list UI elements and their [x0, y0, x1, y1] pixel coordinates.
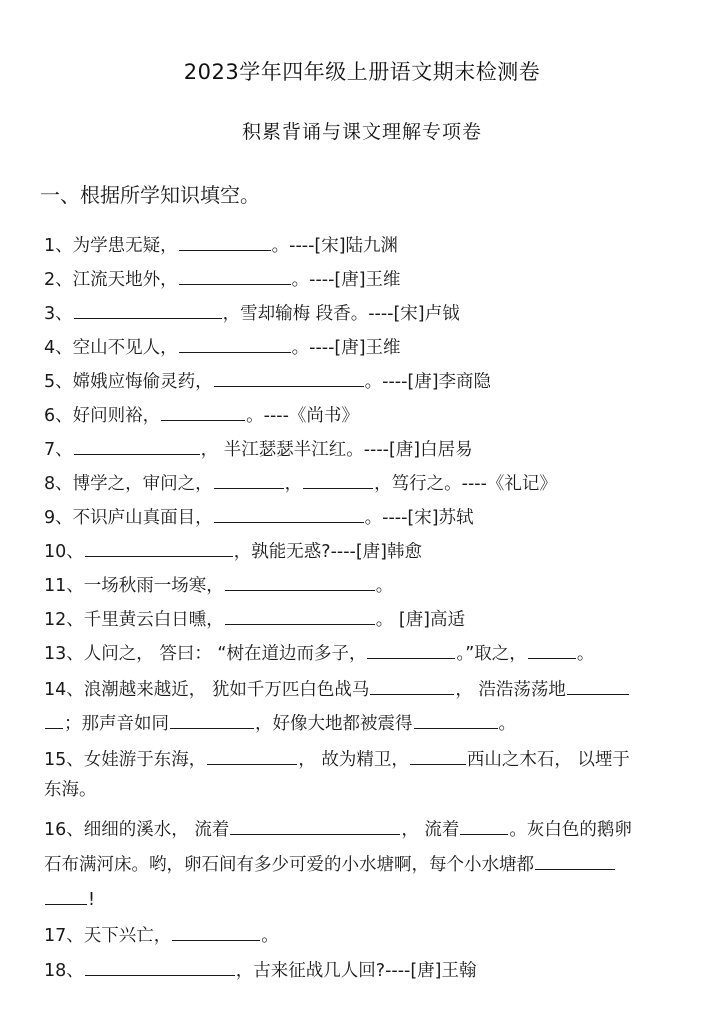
question-number: 6、 — [44, 406, 73, 426]
question-number: 3、 — [44, 304, 73, 324]
question-text: 女娃游于东海， — [83, 750, 207, 770]
answer-blank[interactable] — [370, 674, 454, 695]
question-17 — [44, 920, 279, 944]
section-heading: 一、根据所学知识填空。 — [40, 183, 260, 207]
question-number: 13、 — [44, 644, 84, 664]
page-title: 2023学年四年级上册语文期末检测卷 — [183, 60, 541, 84]
question-6 — [44, 400, 359, 424]
answer-blank[interactable] — [74, 298, 222, 319]
answer-blank[interactable] — [74, 434, 200, 455]
answer-blank[interactable] — [535, 849, 615, 870]
answer-blank[interactable] — [85, 536, 233, 557]
question-16-continued — [44, 849, 616, 873]
question-12 — [44, 604, 465, 628]
question-text: ，古来征战几人回?----[唐]王翰 — [235, 961, 477, 981]
question-2 — [44, 264, 401, 288]
question-number: 5、 — [44, 372, 73, 392]
question-text: 石布满河床。哟，卵石间有多少可爱的小水塘啊，每个小水塘都 — [44, 855, 534, 875]
answer-blank[interactable] — [214, 468, 284, 489]
answer-blank[interactable] — [161, 400, 245, 421]
question-text: 。 — [498, 714, 516, 734]
question-1 — [44, 230, 398, 254]
answer-blank[interactable] — [45, 884, 87, 905]
answer-blank[interactable] — [214, 502, 364, 523]
question-text: 一场秋雨一场寒， — [83, 576, 224, 596]
page-subtitle: 积累背诵与课文理解专项卷 — [241, 121, 482, 143]
question-text: 。 — [576, 644, 595, 664]
question-text: 。----[唐]王维 — [291, 270, 401, 290]
question-number: 18、 — [44, 961, 84, 981]
question-text: ， — [284, 474, 303, 494]
answer-blank[interactable] — [170, 708, 254, 729]
question-10 — [44, 536, 422, 560]
question-text: 不识庐山真面目， — [72, 508, 213, 528]
answer-blank[interactable] — [225, 570, 375, 591]
question-text: 。----[宋]苏轼 — [364, 508, 474, 528]
question-number: 1、 — [44, 236, 73, 256]
question-number: 2、 — [44, 270, 73, 290]
question-18 — [44, 955, 476, 979]
question-text: 浪潮越来越近， 犹如千万匹白色战马 — [83, 680, 370, 700]
question-text: 西山之木石， 以堙于 — [466, 750, 630, 770]
question-text: ，好像大地都被震得 — [255, 714, 413, 734]
question-text: 。 — [261, 926, 279, 946]
answer-blank[interactable] — [230, 814, 400, 835]
question-text: ， 流着 — [401, 820, 460, 840]
question-text: 博学之，审问之， — [72, 474, 213, 494]
question-text: ，孰能无惑?----[唐]韩愈 — [233, 542, 422, 562]
question-8 — [44, 468, 557, 492]
answer-blank[interactable] — [567, 674, 629, 695]
question-text: 。----[唐]李商隐 — [364, 372, 492, 392]
question-text: ， 故为精卫， — [298, 750, 409, 770]
question-number: 4、 — [44, 338, 73, 358]
question-text: 东海。 — [44, 780, 97, 800]
question-text: 天下兴亡， — [83, 926, 172, 946]
question-text: ，雪却输梅 段香。----[宋]卢钺 — [222, 304, 460, 324]
question-9 — [44, 502, 474, 526]
answer-blank[interactable] — [303, 468, 373, 489]
question-16 — [44, 814, 632, 838]
question-text: 。----《尚书》 — [246, 406, 359, 426]
question-7 — [44, 434, 473, 458]
answer-blank[interactable] — [367, 638, 455, 659]
question-11 — [44, 570, 393, 594]
question-14 — [44, 674, 630, 698]
question-3 — [44, 298, 460, 322]
question-number: 12、 — [44, 610, 84, 630]
question-14-continued — [44, 708, 516, 732]
question-number: 10、 — [44, 542, 84, 562]
question-text: 空山不见人， — [72, 338, 178, 358]
answer-blank[interactable] — [460, 814, 508, 835]
answer-blank[interactable] — [214, 366, 364, 387]
question-text: 。灰白色的鹅卵 — [509, 820, 632, 840]
answer-blank[interactable] — [179, 264, 291, 285]
question-text: 好问则裕， — [72, 406, 161, 426]
answer-blank[interactable] — [85, 955, 235, 976]
question-text: 。----[唐]王维 — [291, 338, 401, 358]
question-text: 。 — [375, 576, 394, 596]
question-text: ! — [88, 890, 96, 910]
question-text: 细细的溪水， 流着 — [83, 820, 230, 840]
question-text: 人问之， 答曰： “树在道边而多子， — [83, 644, 367, 664]
question-number: 15、 — [44, 750, 84, 770]
question-text: 为学患无疑， — [72, 236, 178, 256]
answer-blank[interactable] — [179, 332, 291, 353]
question-text: 江流天地外， — [72, 270, 178, 290]
question-text: 。”取之， — [456, 644, 527, 664]
question-text: 。----[宋]陆九渊 — [271, 236, 399, 256]
question-text: ，笃行之。----《礼记》 — [374, 474, 557, 494]
question-5 — [44, 366, 491, 390]
answer-blank[interactable] — [225, 604, 375, 625]
question-15-continued — [44, 778, 97, 802]
question-4 — [44, 332, 401, 356]
question-text: 嫦娥应悔偷灵药， — [72, 372, 213, 392]
question-number: 8、 — [44, 474, 73, 494]
question-text: 。 [唐]高适 — [375, 610, 465, 630]
answer-blank[interactable] — [528, 638, 576, 659]
question-number: 16、 — [44, 820, 84, 840]
question-text: ， 半江瑟瑟半江红。----[唐]白居易 — [200, 440, 473, 460]
answer-blank[interactable] — [172, 920, 260, 941]
question-number: 11、 — [44, 576, 84, 596]
answer-blank[interactable] — [414, 708, 498, 729]
question-text: ；那声音如同 — [64, 714, 169, 734]
question-text: ， 浩浩荡荡地 — [455, 680, 566, 700]
answer-blank[interactable] — [179, 230, 271, 251]
question-16-end — [44, 884, 95, 908]
answer-blank[interactable] — [45, 708, 63, 729]
question-number: 14、 — [44, 680, 84, 700]
question-number: 7、 — [44, 440, 73, 460]
question-text: 千里黄云白日曛， — [83, 610, 224, 630]
question-number: 17、 — [44, 926, 84, 946]
question-15 — [44, 744, 630, 768]
question-number: 9、 — [44, 508, 73, 528]
answer-blank[interactable] — [207, 744, 297, 765]
question-13 — [44, 638, 594, 662]
answer-blank[interactable] — [410, 744, 466, 765]
